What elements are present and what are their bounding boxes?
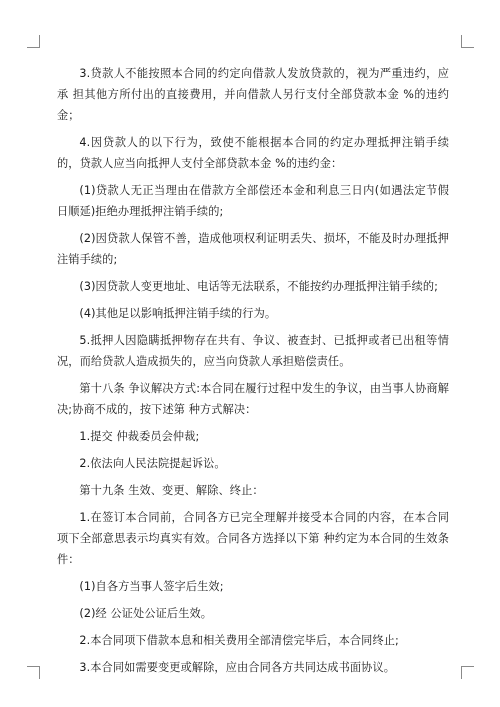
- amendment-clause: 3.本合同如需要变更或解除，应由合同各方共同达成书面协议。: [79, 661, 396, 674]
- document-body: [57, 63, 449, 684]
- clause-item-refusal: (1)贷款人无正当理由在借款方全部偿还本金和利息三日内(如遇法定节假 日顺延)拒绝办理抵押注销手续的;: [57, 184, 449, 218]
- effectiveness-clause: 1.在签订本合同前，合同各方已完全理解并接受本合同的内容，在本合同项下全部意思表示均真实有效。合同各方选择以下第 种约定为本合同的生效条件：: [57, 511, 449, 566]
- article-18-dispute-resolution: 第十八条 争议解决方式:本合同在履行过程中发生的争议，由当事人协商解决;协商不成的，按下述第 种方式解决：: [57, 382, 449, 416]
- crop-mark-top-right: [461, 35, 474, 48]
- clause-lender-failure-to-lend: 3.贷款人不能按照本合同的约定向借款人发放贷款的，视为严重违约，应承 担其他方所付出的直接费用，并向借款人另行支付全部贷款本金 %的违约金；: [57, 67, 449, 122]
- dispute-option-litigation: 2.依法向人民法院提起诉讼。: [79, 457, 226, 470]
- effectiveness-option-signature: (1)自各方当事人签字后生效;: [79, 580, 224, 593]
- clause-lender-deregistration-breach: 4.因贷款人的以下行为，致使不能根据本合同的约定办理抵押注销手续的，贷款人应当向抵押人支付全部贷款本金 %的违约金：: [57, 136, 449, 170]
- article-19-heading: 第十九条 生效、变更、解除、终止：: [79, 484, 264, 497]
- clause-mortgagor-concealment: 5.抵押人因隐瞒抵押物存在共有、争议、被查封、已抵押或者已出租等情况，而给贷款人造成损失的，应当向贷款人承担赔偿责任。: [57, 334, 449, 368]
- termination-clause: 2.本合同项下借款本息和相关费用全部清偿完毕后，本合同终止;: [79, 634, 399, 647]
- crop-mark-top-left: [27, 35, 40, 48]
- dispute-option-arbitration: 1.提交 仲裁委员会仲裁;: [79, 430, 200, 443]
- effectiveness-option-notarization: (2)经 公证处公证后生效。: [79, 607, 213, 620]
- clause-item-lost-certificate: (2)因贷款人保管不善，造成他项权利证明丢失、损坏，不能及时办理抵押注销手续的;: [57, 232, 449, 266]
- clause-item-other: (4)其他足以影响抵押注销手续的行为。: [79, 307, 277, 320]
- crop-mark-bottom-right: [461, 666, 474, 679]
- crop-mark-bottom-left: [27, 666, 40, 679]
- clause-item-unreachable: (3)因贷款人变更地址、电话等无法联系，不能按约办理抵押注销手续的;: [79, 280, 439, 293]
